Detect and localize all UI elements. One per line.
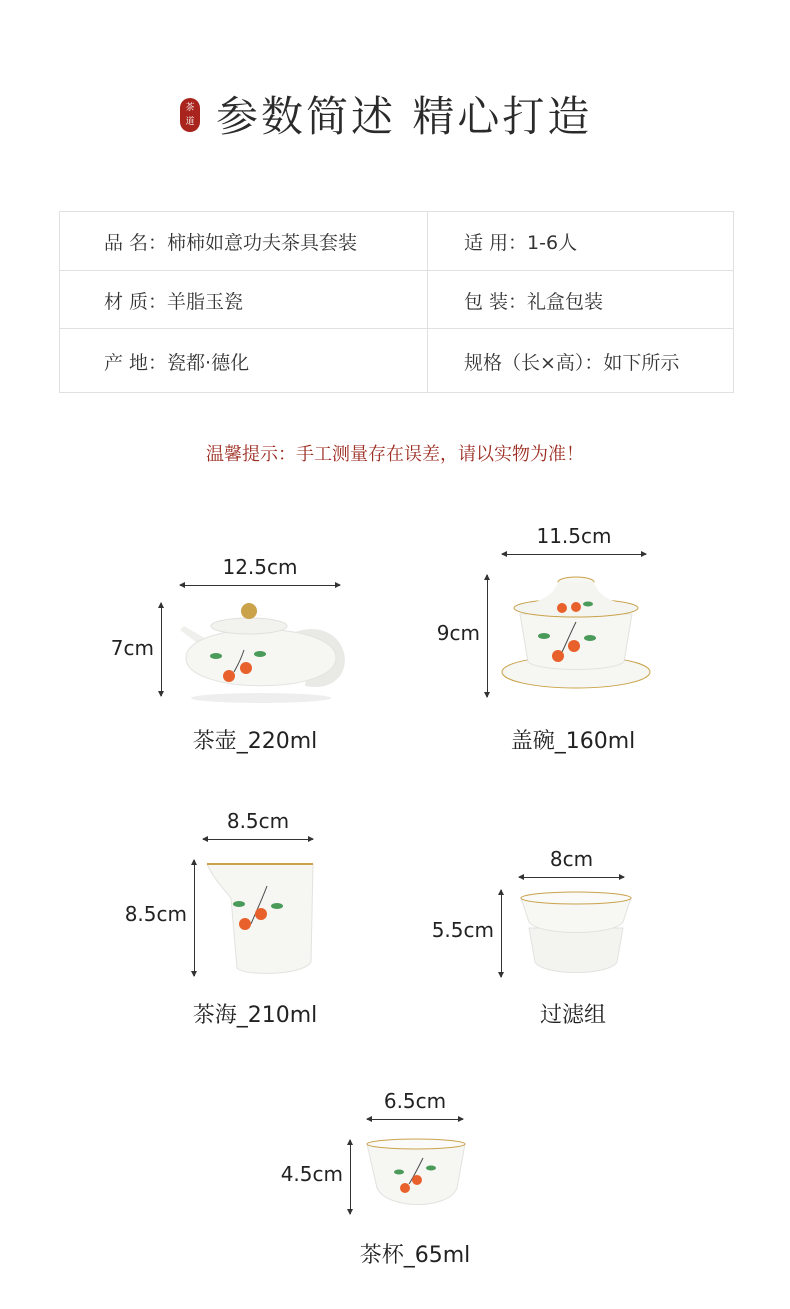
spec-dimensions: 规格（长×高）：如下所示 xyxy=(464,351,680,374)
filter-set-image xyxy=(519,890,633,976)
spec-usage: 适 用：1-6人 xyxy=(464,231,578,254)
gaiwan-name: 盖碗_160ml xyxy=(510,729,636,754)
gaiwan-width-label: 11.5cm xyxy=(536,524,612,548)
height-arrow-icon xyxy=(161,603,162,696)
notice-text: 温馨提示：手工测量存在误差，请以实物为准！ xyxy=(206,444,584,465)
spec-name: 品 名：柿柿如意功夫茶具套装 xyxy=(104,231,358,254)
width-arrow-icon xyxy=(502,554,646,555)
teacup-name: 茶杯_65ml xyxy=(359,1243,471,1268)
filter-set-height-label: 5.5cm xyxy=(431,918,494,942)
gaiwan-height-dimension xyxy=(436,575,488,697)
fairness-cup-height-label: 8.5cm xyxy=(124,902,187,926)
teacup-width-dimension xyxy=(367,1089,463,1125)
page-header xyxy=(0,78,790,148)
teapot-name: 茶壶_220ml xyxy=(192,729,318,754)
teapot-width-dimension xyxy=(180,555,340,591)
filter-set-height-dimension xyxy=(431,890,502,977)
width-arrow-icon xyxy=(180,585,340,586)
fairness-cup-name: 茶海_210ml xyxy=(192,1003,318,1028)
gaiwan-height-label: 9cm xyxy=(436,621,480,645)
width-arrow-icon xyxy=(519,877,624,878)
width-arrow-icon xyxy=(203,839,313,840)
height-arrow-icon xyxy=(487,575,488,697)
teacup-image xyxy=(365,1138,467,1216)
table-row xyxy=(60,270,733,329)
teacup-height-label: 4.5cm xyxy=(280,1162,343,1186)
height-arrow-icon xyxy=(194,860,195,976)
fairness-cup-width-label: 8.5cm xyxy=(226,809,290,833)
height-arrow-icon xyxy=(501,890,502,977)
spec-table xyxy=(59,211,734,393)
spec-origin: 产 地：瓷都·德化 xyxy=(104,351,250,374)
width-arrow-icon xyxy=(367,1119,463,1120)
table-row xyxy=(60,328,733,393)
teapot-height-label: 7cm xyxy=(110,636,154,660)
gaiwan-width-dimension xyxy=(502,524,646,560)
teacup-height-dimension xyxy=(280,1140,351,1214)
page-title: 参数简述 精心打造 xyxy=(216,92,593,141)
filter-set-width-dimension xyxy=(519,847,624,883)
spec-packaging: 包 装：礼盒包装 xyxy=(464,290,604,313)
teapot-image xyxy=(176,600,346,705)
fairness-cup-width-dimension xyxy=(203,809,313,845)
teapot-width-label: 12.5cm xyxy=(222,555,298,579)
table-row xyxy=(60,212,733,270)
height-arrow-icon xyxy=(350,1140,351,1214)
spec-material: 材 质：羊脂玉瓷 xyxy=(104,290,244,313)
fairness-cup-image xyxy=(203,858,321,980)
fairness-cup-height-dimension xyxy=(124,860,195,976)
seal-stamp-icon: 茶 道 xyxy=(180,98,200,132)
filter-set-name: 过滤组 xyxy=(539,1003,606,1028)
filter-set-width-label: 8cm xyxy=(549,847,594,871)
gaiwan-image xyxy=(500,574,652,696)
teacup-width-label: 6.5cm xyxy=(383,1089,447,1113)
teapot-height-dimension xyxy=(110,603,162,696)
